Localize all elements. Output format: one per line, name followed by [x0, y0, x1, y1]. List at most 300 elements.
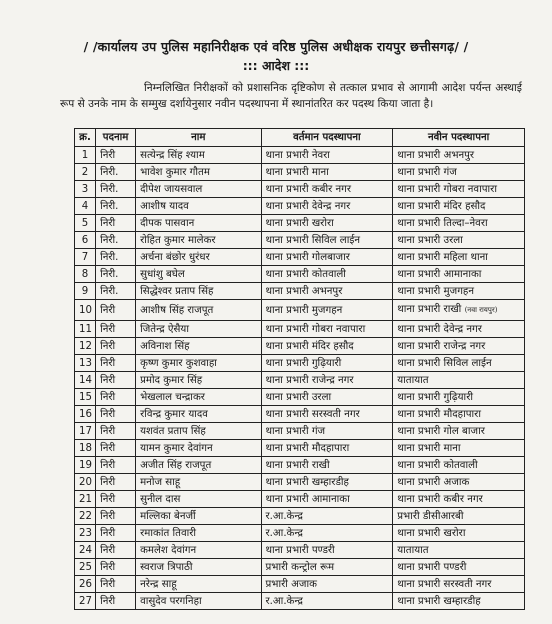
cell-text: निरी: [100, 510, 116, 522]
cell-text: रोहित कुमार मालेकर: [140, 234, 216, 246]
cell-name: [136, 249, 261, 266]
cell-new-posting: [393, 232, 525, 249]
cell-text: 18: [79, 442, 92, 454]
cell-rank: [96, 576, 136, 593]
cell-text: अविनाश सिंह: [140, 340, 190, 352]
cell-text: 3: [81, 183, 89, 195]
cell-name: [136, 300, 261, 321]
cell-current-posting: [261, 355, 393, 372]
cell-name: [136, 525, 261, 542]
cell-name: [136, 147, 261, 164]
cell-text: 9: [81, 285, 89, 297]
cell-text: थाना प्रभारी गोबरा नवापारा: [265, 323, 366, 335]
cell-rank: [96, 321, 136, 338]
table-row: [75, 423, 525, 440]
cell-text: निरी: [100, 527, 116, 539]
table-row: [75, 559, 525, 576]
cell-name: [136, 576, 261, 593]
cell-new-posting: [393, 266, 525, 283]
cell-text: निरी.: [100, 234, 119, 246]
cell-text: 4: [81, 200, 89, 212]
table-row: [75, 283, 525, 300]
cell-text: सत्येन्द्र सिंह श्याम: [140, 149, 205, 161]
cell-text: नरेन्द्र साहू: [140, 578, 177, 590]
cell-text: थाना प्रभारी गोबरा नवापारा: [397, 183, 497, 195]
cell-text: सुधांशु बघेल: [140, 268, 185, 280]
cell-text: थाना प्रभारी खरोरा: [265, 217, 334, 229]
cell-text: 10: [79, 304, 92, 316]
cell-text: थाना प्रभारी देवेन्द्र नगर: [397, 323, 482, 335]
cell-text: आशीष सिंह राजपूत: [140, 304, 214, 316]
cell-text: र.आ.केन्द्र: [265, 510, 303, 522]
cell-serial: [75, 249, 96, 266]
cell-text: प्रभारी डीसीआरबी: [397, 510, 464, 522]
cell-current-posting: [261, 147, 393, 164]
cell-rank: [96, 593, 136, 610]
table-row: [75, 232, 525, 249]
cell-new-posting: [393, 593, 525, 610]
cell-rank: [96, 423, 136, 440]
order-intro-paragraph: निम्नलिखित निरीक्षकों को प्रशासनिक दृष्टिकोण से तत्काल प्रभाव से आगामी आदेश पर्यन्त अस्थाई रूप से उनके नाम के सम्मुख दर्शायेनुसार नवीन पदस्थापना में स्थानांतरित कर पदस्थ किया जाता है।: [60, 82, 522, 110]
cell-text: थाना प्रभारी गुढ़ियारी: [397, 391, 474, 403]
cell-rank: [96, 525, 136, 542]
cell-serial: [75, 372, 96, 389]
cell-new-posting: [393, 355, 525, 372]
cell-current-posting: [261, 440, 393, 457]
cell-serial: [75, 355, 96, 372]
cell-text: निरी: [100, 217, 116, 229]
table-row: [75, 406, 525, 423]
cell-text: रविन्द्र कुमार यादव: [140, 408, 208, 420]
cell-rank: [96, 389, 136, 406]
cell-text: प्रभारी कन्ट्रोल रूम: [265, 561, 335, 573]
cell-text: थाना प्रभारी कबीर नगर: [397, 493, 483, 505]
cell-current-posting: [261, 300, 393, 321]
cell-text: थाना प्रभारी कोतवाली: [265, 268, 346, 280]
cell-text: र.आ.केन्द्र: [265, 527, 303, 539]
table-row: [75, 321, 525, 338]
cell-text: यातायात: [397, 374, 429, 386]
cell-rank: [96, 372, 136, 389]
cell-rank: [96, 283, 136, 300]
cell-new-posting: [393, 389, 525, 406]
cell-serial: [75, 300, 96, 321]
cell-text: थाना प्रभारी खम्हारडीह: [397, 595, 481, 607]
cell-text: भेखलाल चन्द्राकर: [140, 391, 205, 403]
cell-text: निरी.: [100, 166, 119, 178]
cell-new-posting: [393, 249, 525, 266]
cell-text: थाना प्रभारी महिला थाना: [397, 251, 488, 263]
cell-text: 24: [79, 544, 92, 556]
cell-text: 14: [79, 374, 92, 386]
cell-rank: [96, 181, 136, 198]
cell-text: निरी: [100, 544, 116, 556]
cell-text: थाना प्रभारी अजाक: [397, 476, 470, 488]
cell-new-posting: [393, 423, 525, 440]
cell-rank: [96, 491, 136, 508]
cell-text: 6: [81, 234, 89, 246]
cell-rank: [96, 147, 136, 164]
cell-name: [136, 372, 261, 389]
cell-name: [136, 355, 261, 372]
cell-rank: [96, 508, 136, 525]
cell-current-posting: [261, 372, 393, 389]
cell-name: [136, 508, 261, 525]
cell-text: 21: [79, 493, 92, 505]
table-row: [75, 164, 525, 181]
cell-current-posting: [261, 338, 393, 355]
cell-rank: [96, 215, 136, 232]
cell-serial: [75, 423, 96, 440]
cell-rank: [96, 440, 136, 457]
cell-new-posting: [393, 300, 525, 321]
cell-text: 20: [79, 476, 92, 488]
cell-text: निरी: [100, 304, 116, 316]
cell-text: निरी: [100, 340, 116, 352]
cell-name: [136, 593, 261, 610]
table-row: [75, 198, 525, 215]
cell-name: [136, 338, 261, 355]
cell-text: वासुदेव परगनिहा: [140, 595, 202, 607]
cell-text: 8: [81, 268, 89, 280]
cell-rank: [96, 300, 136, 321]
cell-current-posting: [261, 389, 393, 406]
cell-rank: [96, 474, 136, 491]
cell-rank: [96, 232, 136, 249]
cell-text: थाना प्रभारी खम्हारडीह: [265, 476, 349, 488]
cell-new-posting: [393, 283, 525, 300]
table-header-row: [75, 129, 525, 147]
cell-text: निरी.: [100, 200, 119, 212]
cell-serial: [75, 576, 96, 593]
cell-text: थाना प्रभारी कोतवाली: [397, 459, 478, 471]
cell-serial: [75, 321, 96, 338]
cell-current-posting: [261, 164, 393, 181]
cell-rank: [96, 249, 136, 266]
cell-rank: [96, 559, 136, 576]
cell-text: थाना प्रभारी उरला: [397, 234, 463, 246]
cell-current-posting: [261, 321, 393, 338]
table-row: [75, 215, 525, 232]
cell-current-posting: [261, 198, 393, 215]
cell-text: थाना प्रभारी अभनपुर: [265, 285, 343, 297]
cell-new-posting: [393, 406, 525, 423]
cell-text: थाना प्रभारी मंदिर हसौद: [265, 340, 354, 352]
cell-current-posting: [261, 406, 393, 423]
cell-name: [136, 542, 261, 559]
cell-new-posting: [393, 338, 525, 355]
cell-serial: [75, 198, 96, 215]
table-row: [75, 147, 525, 164]
header-current-posting: वर्तमान पदस्थापना: [261, 129, 393, 147]
cell-name: [136, 266, 261, 283]
cell-serial: [75, 559, 96, 576]
table-row: [75, 508, 525, 525]
cell-new-posting: [393, 181, 525, 198]
cell-text: थाना प्रभारी आमानाका: [265, 493, 350, 505]
cell-new-posting: [393, 198, 525, 215]
cell-text: निरी: [100, 442, 116, 454]
table-row: [75, 338, 525, 355]
table-row: [75, 593, 525, 610]
cell-serial: [75, 389, 96, 406]
cell-text: थाना प्रभारी आमानाका: [397, 268, 482, 280]
cell-name: [136, 491, 261, 508]
cell-name: [136, 423, 261, 440]
cell-text: निरी: [100, 425, 116, 437]
transfer-table: [74, 128, 525, 610]
cell-text: थाना प्रभारी सिविल लाईन: [397, 357, 492, 369]
cell-rank: [96, 355, 136, 372]
cell-new-posting: [393, 491, 525, 508]
cell-current-posting: [261, 283, 393, 300]
cell-serial: [75, 215, 96, 232]
cell-text: सुनील दास: [140, 493, 181, 505]
cell-text: 25: [79, 561, 92, 573]
cell-text: अजीत सिंह राजपूत: [140, 459, 212, 471]
cell-text: 23: [79, 527, 92, 539]
cell-text: निरी: [100, 391, 116, 403]
table-row: [75, 457, 525, 474]
cell-text: निरी: [100, 459, 116, 471]
cell-text: थाना प्रभारी उरला: [265, 391, 332, 403]
cell-text: सिद्धेश्वर प्रताप सिंह: [140, 285, 214, 297]
cell-text: दीपेश जायसवाल: [140, 183, 203, 195]
cell-text: थाना प्रभारी कबीर नगर: [265, 183, 352, 195]
cell-serial: [75, 266, 96, 283]
cell-text: थाना प्रभारी गोल बाजार: [397, 425, 485, 437]
cell-name: [136, 215, 261, 232]
cell-text: अर्चना बंछोर धुरंधर: [140, 251, 210, 263]
cell-name: [136, 474, 261, 491]
cell-note: (नवा रायपुर): [464, 306, 498, 314]
cell-rank: [96, 406, 136, 423]
cell-serial: [75, 181, 96, 198]
cell-text: थाना प्रभारी राजेन्द्र नगर: [265, 374, 354, 386]
table-row: [75, 440, 525, 457]
cell-current-posting: [261, 232, 393, 249]
cell-name: [136, 389, 261, 406]
cell-text: प्रमोद कुमार सिंह: [140, 374, 203, 386]
cell-current-posting: [261, 525, 393, 542]
cell-text: निरी.: [100, 251, 119, 263]
cell-text: थाना प्रभारी मौदहापारा: [265, 442, 350, 454]
cell-name: [136, 457, 261, 474]
cell-serial: [75, 593, 96, 610]
cell-text: थाना प्रभारी तिल्दा–नेवरा: [397, 217, 488, 229]
cell-text: 15: [79, 391, 92, 403]
cell-text: थाना प्रभारी राखी: [265, 459, 330, 471]
table-row: [75, 389, 525, 406]
cell-name: [136, 321, 261, 338]
cell-serial: [75, 406, 96, 423]
cell-current-posting: [261, 593, 393, 610]
cell-text: निरी: [100, 493, 116, 505]
office-heading: / /कार्यालय उप पुलिस महानिरीक्षक एवं वरिष्ठ पुलिस अधीक्षक रायपुर छत्तीसगढ़/ /: [83, 39, 469, 54]
cell-text: निरी: [100, 408, 116, 420]
cell-text: जितेन्द्र ऐसैया: [140, 323, 189, 335]
cell-new-posting: [393, 576, 525, 593]
cell-text: 12: [79, 340, 92, 352]
cell-serial: [75, 283, 96, 300]
cell-text: 19: [79, 459, 92, 471]
cell-name: [136, 164, 261, 181]
cell-text: थाना प्रभारी मौदहापारा: [397, 408, 481, 420]
cell-text: निरी: [100, 357, 116, 369]
cell-text: 5: [81, 217, 89, 229]
cell-text: 2: [81, 166, 89, 178]
cell-text: भावेश कुमार गौतम: [140, 166, 210, 178]
cell-text: थाना प्रभारी पण्डरी: [265, 544, 335, 556]
cell-text: निरी: [100, 578, 116, 590]
cell-text: थाना प्रभारी गंज: [265, 425, 326, 437]
cell-new-posting: [393, 215, 525, 232]
cell-current-posting: [261, 215, 393, 232]
cell-new-posting: [393, 474, 525, 491]
cell-text: थाना प्रभारी मंदिर हसौद: [397, 200, 486, 212]
cell-name: [136, 440, 261, 457]
cell-text: 13: [79, 357, 92, 369]
cell-rank: [96, 164, 136, 181]
cell-current-posting: [261, 542, 393, 559]
cell-text: 22: [79, 510, 92, 522]
cell-text: थाना प्रभारी पण्डरी: [397, 561, 467, 573]
table-row: [75, 491, 525, 508]
table-row: [75, 474, 525, 491]
cell-text: 7: [81, 251, 89, 263]
cell-text: थाना प्रभारी माना: [265, 166, 329, 178]
cell-text: थाना प्रभारी मुजगहन: [265, 304, 343, 316]
cell-serial: [75, 474, 96, 491]
cell-serial: [75, 440, 96, 457]
cell-text: 27: [79, 595, 92, 607]
cell-serial: [75, 508, 96, 525]
cell-serial: [75, 147, 96, 164]
cell-text: कमलेश देवांगन: [140, 544, 197, 556]
cell-serial: [75, 542, 96, 559]
cell-text: दीपक पासवान: [140, 217, 195, 229]
cell-serial: [75, 232, 96, 249]
cell-rank: [96, 266, 136, 283]
table-row: [75, 576, 525, 593]
cell-text: 26: [79, 578, 92, 590]
cell-text: रमाकांत तिवारी: [140, 527, 197, 539]
cell-current-posting: [261, 508, 393, 525]
cell-text: 1: [81, 149, 89, 161]
cell-name: [136, 406, 261, 423]
cell-text: थाना प्रभारी गोलबाजार: [265, 251, 350, 263]
cell-text: कृष्ण कुमार कुशवाहा: [140, 357, 217, 369]
cell-new-posting: [393, 147, 525, 164]
cell-name: [136, 283, 261, 300]
header-serial: क्र.: [75, 129, 96, 147]
cell-text: 16: [79, 408, 92, 420]
cell-new-posting: [393, 457, 525, 474]
cell-text: निरी: [100, 374, 116, 386]
table-row: [75, 372, 525, 389]
cell-text: थाना प्रभारी खरोरा: [397, 527, 466, 539]
cell-text: र.आ.केन्द्र: [265, 595, 303, 607]
cell-text: मनोज साहू: [140, 476, 181, 488]
header-new-posting: नवीन पदस्थापना: [393, 129, 525, 147]
cell-new-posting: [393, 525, 525, 542]
cell-text: थाना प्रभारी राजेन्द्र नगर: [397, 340, 486, 352]
cell-serial: [75, 491, 96, 508]
cell-text: निरी.: [100, 285, 119, 297]
cell-text: थाना प्रभारी सिविल लाईन: [265, 234, 360, 246]
cell-new-posting: [393, 440, 525, 457]
cell-current-posting: [261, 266, 393, 283]
cell-text: थाना प्रभारी गुढ़ियारी: [265, 357, 342, 369]
cell-text: निरी: [100, 323, 116, 335]
cell-rank: [96, 198, 136, 215]
cell-new-posting: [393, 372, 525, 389]
cell-current-posting: [261, 474, 393, 491]
cell-name: [136, 232, 261, 249]
cell-name: [136, 559, 261, 576]
cell-text: यातायात: [397, 544, 429, 556]
table-row: [75, 266, 525, 283]
cell-text: निरी: [100, 561, 116, 573]
cell-current-posting: [261, 423, 393, 440]
cell-text: आशीष यादव: [140, 200, 189, 212]
cell-text: मल्लिका बेनर्जी: [140, 510, 196, 522]
cell-text: यशवंत प्रताप सिंह: [140, 425, 206, 437]
cell-name: [136, 181, 261, 198]
table-row: [75, 355, 525, 372]
cell-text: निरी.: [100, 183, 119, 195]
cell-text: निरी: [100, 595, 116, 607]
cell-serial: [75, 457, 96, 474]
table-row: [75, 300, 525, 321]
cell-text: थाना प्रभारी मुजगहन: [397, 285, 474, 297]
cell-serial: [75, 164, 96, 181]
cell-current-posting: [261, 559, 393, 576]
cell-new-posting: [393, 559, 525, 576]
cell-rank: [96, 542, 136, 559]
cell-text: स्वराज त्रिपाठी: [140, 561, 193, 573]
cell-current-posting: [261, 576, 393, 593]
cell-text: निरी: [100, 149, 116, 161]
order-heading: ::: आदेश :::: [242, 58, 310, 73]
cell-text: निरी: [100, 476, 116, 488]
cell-text: थाना प्रभारी सरस्वती नगर: [265, 408, 360, 420]
cell-serial: [75, 525, 96, 542]
cell-serial: [75, 338, 96, 355]
table-row: [75, 249, 525, 266]
header-rank: पदनाम: [96, 129, 136, 147]
cell-text: थाना प्रभारी सरस्वती नगर: [397, 578, 492, 590]
cell-text: थाना प्रभारी नेवरा: [265, 149, 330, 161]
table-row: [75, 542, 525, 559]
cell-text: निरी.: [100, 268, 119, 280]
header-name: नाम: [136, 129, 261, 147]
table-row: [75, 181, 525, 198]
cell-text: 17: [79, 425, 92, 437]
cell-current-posting: [261, 181, 393, 198]
cell-rank: [96, 338, 136, 355]
cell-text: प्रभारी अजाक: [265, 578, 317, 590]
cell-current-posting: [261, 457, 393, 474]
cell-new-posting: [393, 508, 525, 525]
cell-text: थाना प्रभारी गंज: [397, 166, 457, 178]
cell-current-posting: [261, 491, 393, 508]
cell-text: थाना प्रभारी माना: [397, 442, 461, 454]
cell-new-posting: [393, 321, 525, 338]
cell-text: 11: [79, 323, 92, 335]
cell-current-posting: [261, 249, 393, 266]
table-row: [75, 525, 525, 542]
